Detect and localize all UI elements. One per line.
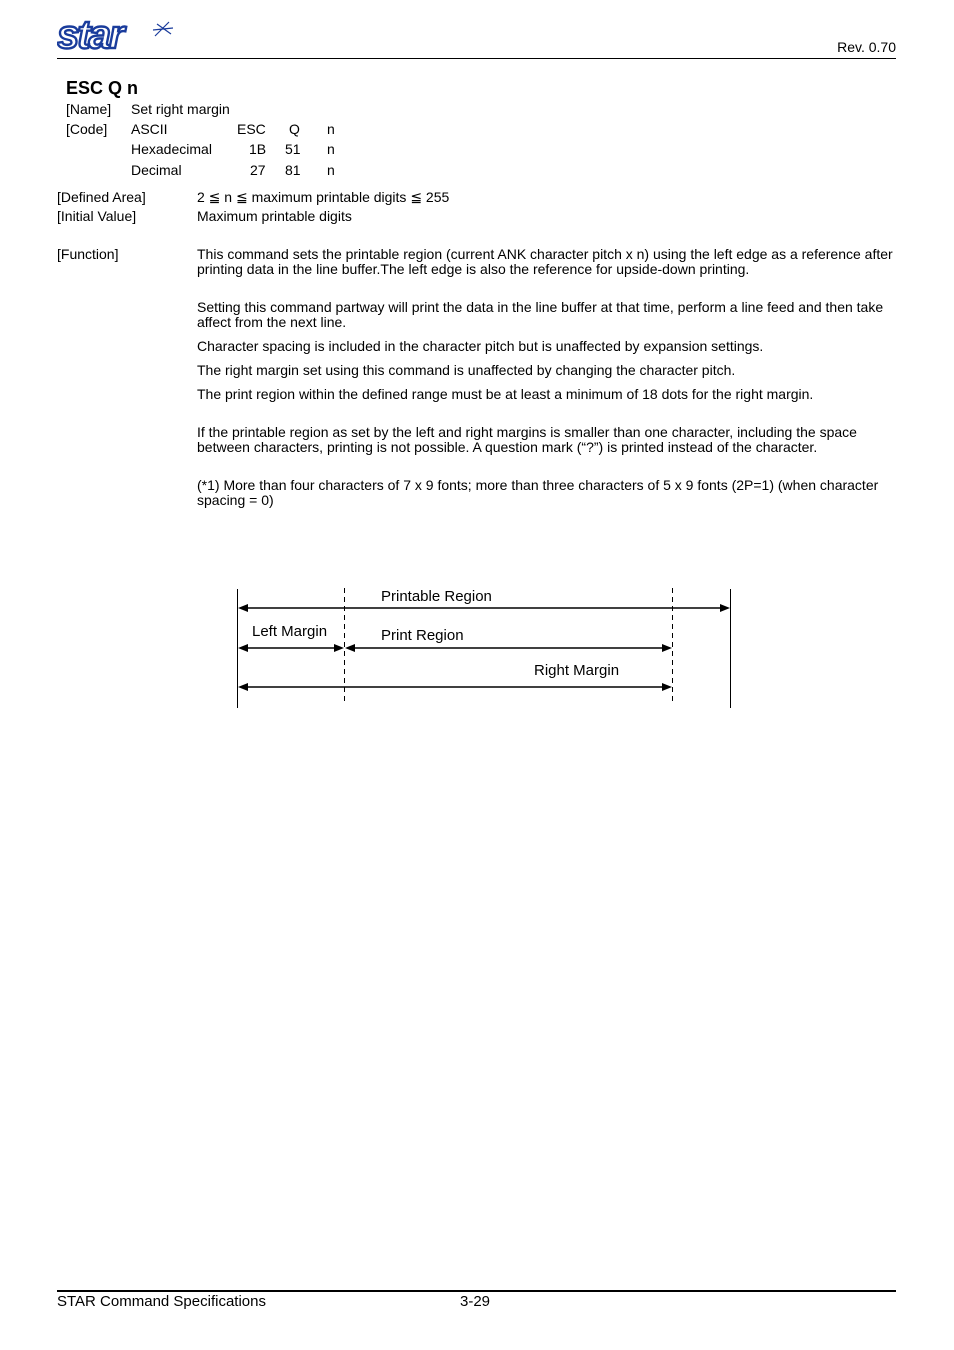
code-cell: 81 [285,162,301,178]
function-paragraph: This command sets the printable region (current ANK character pitch x n) using the left edge as a reference after printing data in the line buffer.The left edge is also the reference for upside-down printing. [197,246,893,277]
footer-rule [57,1290,896,1292]
function-paragraph: The right margin set using this command is unaffected by changing the character pitch. [197,362,736,378]
defined-area-value: 2 ≦ n ≦ maximum printable digits ≦ 255 [197,189,450,205]
code-cell: ESC [237,121,266,137]
function-paragraph: Character spacing is included in the character pitch but is unaffected by expansion settings. [197,338,764,354]
arrowhead [662,644,672,652]
left-margin-label: Left Margin [252,623,328,640]
function-paragraph: If the printable region as set by the left and right margins is smaller than one character, including the space between characters, printing is not possible. A question mark (“?”) is printed instead of the character. [197,424,857,455]
code-label: [Code] [66,121,108,137]
page-number: 3-29 [460,1293,491,1310]
defined-area-label: [Defined Area] [57,189,146,205]
arrowhead [238,604,248,612]
code-cell: n [327,121,335,137]
revision: Rev. 0.70 [837,39,896,55]
name-label: [Name] [66,101,112,117]
function-paragraph: The print region within the defined range must be at least a minimum of 18 dots for the right margin. [197,386,814,402]
name-value: Set right margin [131,101,230,117]
code-cell: 51 [285,141,301,157]
arrowhead [334,644,344,652]
arrowhead [720,604,730,612]
code-cell: 1B [249,141,267,157]
arrowhead [345,644,355,652]
printable-region-label: Printable Region [381,588,492,605]
footer-doc-title: STAR Command Specifications [57,1293,266,1310]
code-format: ASCII [131,121,168,137]
code-cell: n [327,141,335,157]
initial-value-label: [Initial Value] [57,208,137,224]
code-format: Hexadecimal [131,141,212,157]
arrowhead [238,683,248,691]
right-margin-label: Right Margin [534,662,620,679]
function-paragraph: Setting this command partway will print the data in the line buffer at that time, perform a line feed and then take affect from the next line. [197,299,884,330]
command-title: ESC Q n [66,78,139,98]
initial-value-value: Maximum printable digits [197,208,352,224]
code-cell: 27 [250,162,266,178]
code-cell: n [327,162,335,178]
arrowhead [662,683,672,691]
arrowhead [238,644,248,652]
function-label: [Function] [57,246,119,262]
svg-text:star: star [57,14,123,54]
code-cell: Q [289,121,300,137]
print-region-label: Print Region [381,627,464,644]
code-format: Decimal [131,162,182,178]
function-paragraph: (*1) More than four characters of 7 x 9 fonts; more than three characters of 5 x 9 fonts (2P=1) (when character spacing = 0) [197,477,879,508]
